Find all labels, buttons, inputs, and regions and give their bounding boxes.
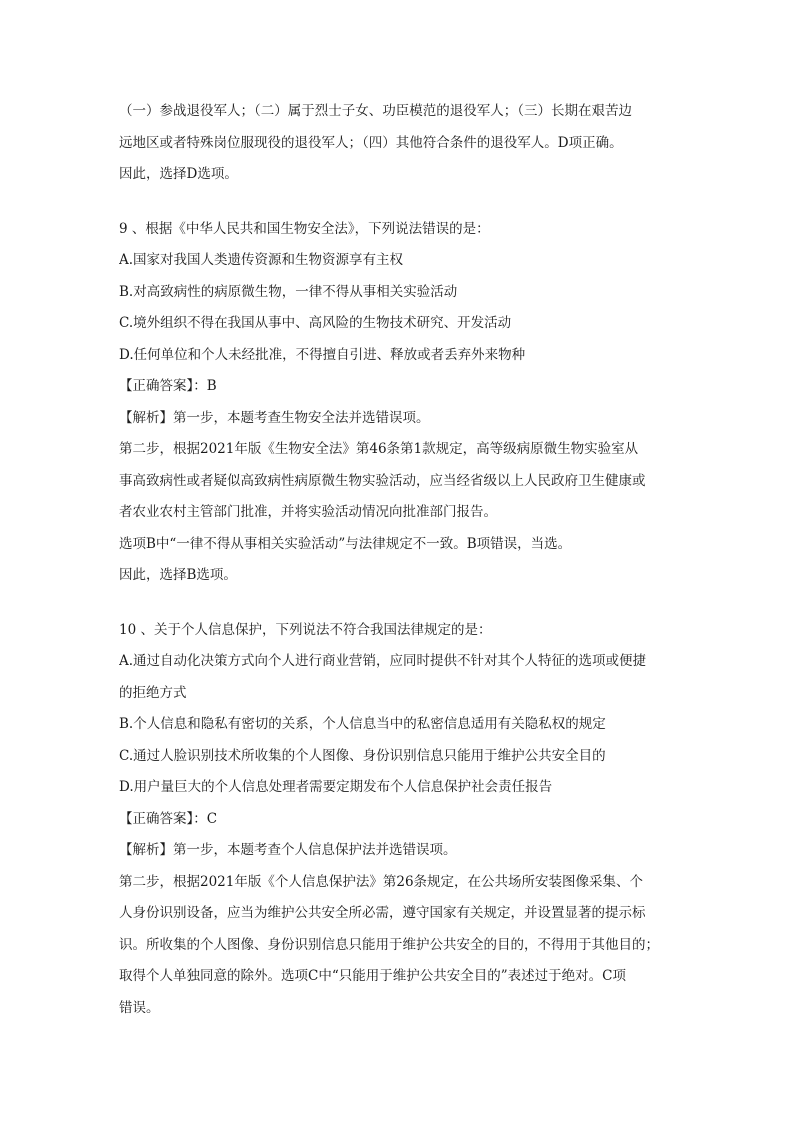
- question-10-analysis-line: 人身份识别设备，应当为维护公共安全所必需，遵守国家有关规定，并设置显著的提示标: [119, 905, 646, 921]
- question-9-answer: 【正确答案】：B: [119, 378, 217, 394]
- question-10-answer: 【正确答案】：C: [119, 810, 218, 827]
- question-9-option-c: C.境外组织不得在我国从事中、高风险的生物技术研究、开发活动: [119, 315, 512, 331]
- section-gap: [119, 592, 679, 615]
- question-9-analysis-line: 事高致病性或者疑似高致病性病原微生物实验活动，应当经省级以上人民政府卫生健康或: [119, 472, 646, 489]
- question-10-analysis-line: 取得个人单独同意的除外。选项C中“只能用于维护公共安全目的”表述过于绝对。C项: [119, 968, 626, 984]
- question-9-analysis-line: 因此，选择B选项。: [119, 567, 237, 583]
- question-9-analysis-line: 第二步，根据2021年版《生物安全法》第46条第1款规定，高等级病原微生物实验室从: [119, 441, 639, 457]
- question-10-option-line: A.通过自动化决策方式向个人进行商业营销，应同时提供不针对其个人特征的选项或便捷: [119, 653, 647, 669]
- section-gap: [119, 191, 679, 214]
- question-10-analysis-line: 第二步，根据2021年版《个人信息保护法》第26条规定，在公共场所安装图像采集、个: [119, 873, 644, 890]
- question-10-analysis-line: 【解析】第一步，本题考查个人信息保护法并选错误项。: [119, 842, 457, 858]
- question-10-option-line: D.用户量巨大的个人信息处理者需要定期发布个人信息保护社会责任报告: [119, 779, 553, 795]
- question-10-analysis-line: 识。所收集的个人图像、身份识别信息只能用于维护公共安全的目的，不得用于其他目的；: [119, 936, 659, 953]
- question-10-analysis-line: 错误。: [119, 999, 160, 1016]
- document-body: [119, 96, 679, 1024]
- question-10-option-line: 的拒绝方式: [119, 684, 187, 701]
- question-9-analysis-line: 【解析】第一步，本题考查生物安全法并选错误项。: [119, 409, 430, 426]
- paragraph-line: 远地区或者特殊岗位服现役的退役军人；（四）其他符合条件的退役军人。D项正确。: [119, 134, 623, 151]
- question-10-option-line: B.个人信息和隐私有密切的关系，个人信息当中的私密信息适用有关隐私权的规定: [119, 716, 606, 732]
- paragraph-line: （一）参战退役军人；（二）属于烈士子女、功臣模范的退役军人；（三）长期在艰苦边: [119, 103, 632, 119]
- question-10-stem: 10 、关于个人信息保护，下列说法不符合我国法律规定的是：: [119, 621, 492, 638]
- paragraph-line: 因此，选择D选项。: [119, 166, 238, 182]
- question-10-option-line: C.通过人脸识别技术所收集的个人图像、身份识别信息只能用于维护公共安全目的: [119, 747, 606, 764]
- question-9-option-a: A.国家对我国人类遗传资源和生物资源享有主权: [119, 252, 404, 268]
- question-9-stem: 9 、根据《中华人民共和国生物安全法》，下列说法错误的是：: [119, 220, 490, 237]
- question-9-option-b: B.对高致病性的病原微生物，一律不得从事相关实验活动: [119, 283, 458, 300]
- question-9-analysis-line: 者农业农村主管部门批准，并将实验活动情况向批准部门报告。: [119, 504, 497, 520]
- question-9-analysis-line: 选项B中“一律不得从事相关实验活动”与法律规定不一致。B项错误，当选。: [119, 535, 572, 552]
- question-9-option-d: D.任何单位和个人未经批准，不得擅自引进、释放或者丢弃外来物种: [119, 346, 526, 363]
